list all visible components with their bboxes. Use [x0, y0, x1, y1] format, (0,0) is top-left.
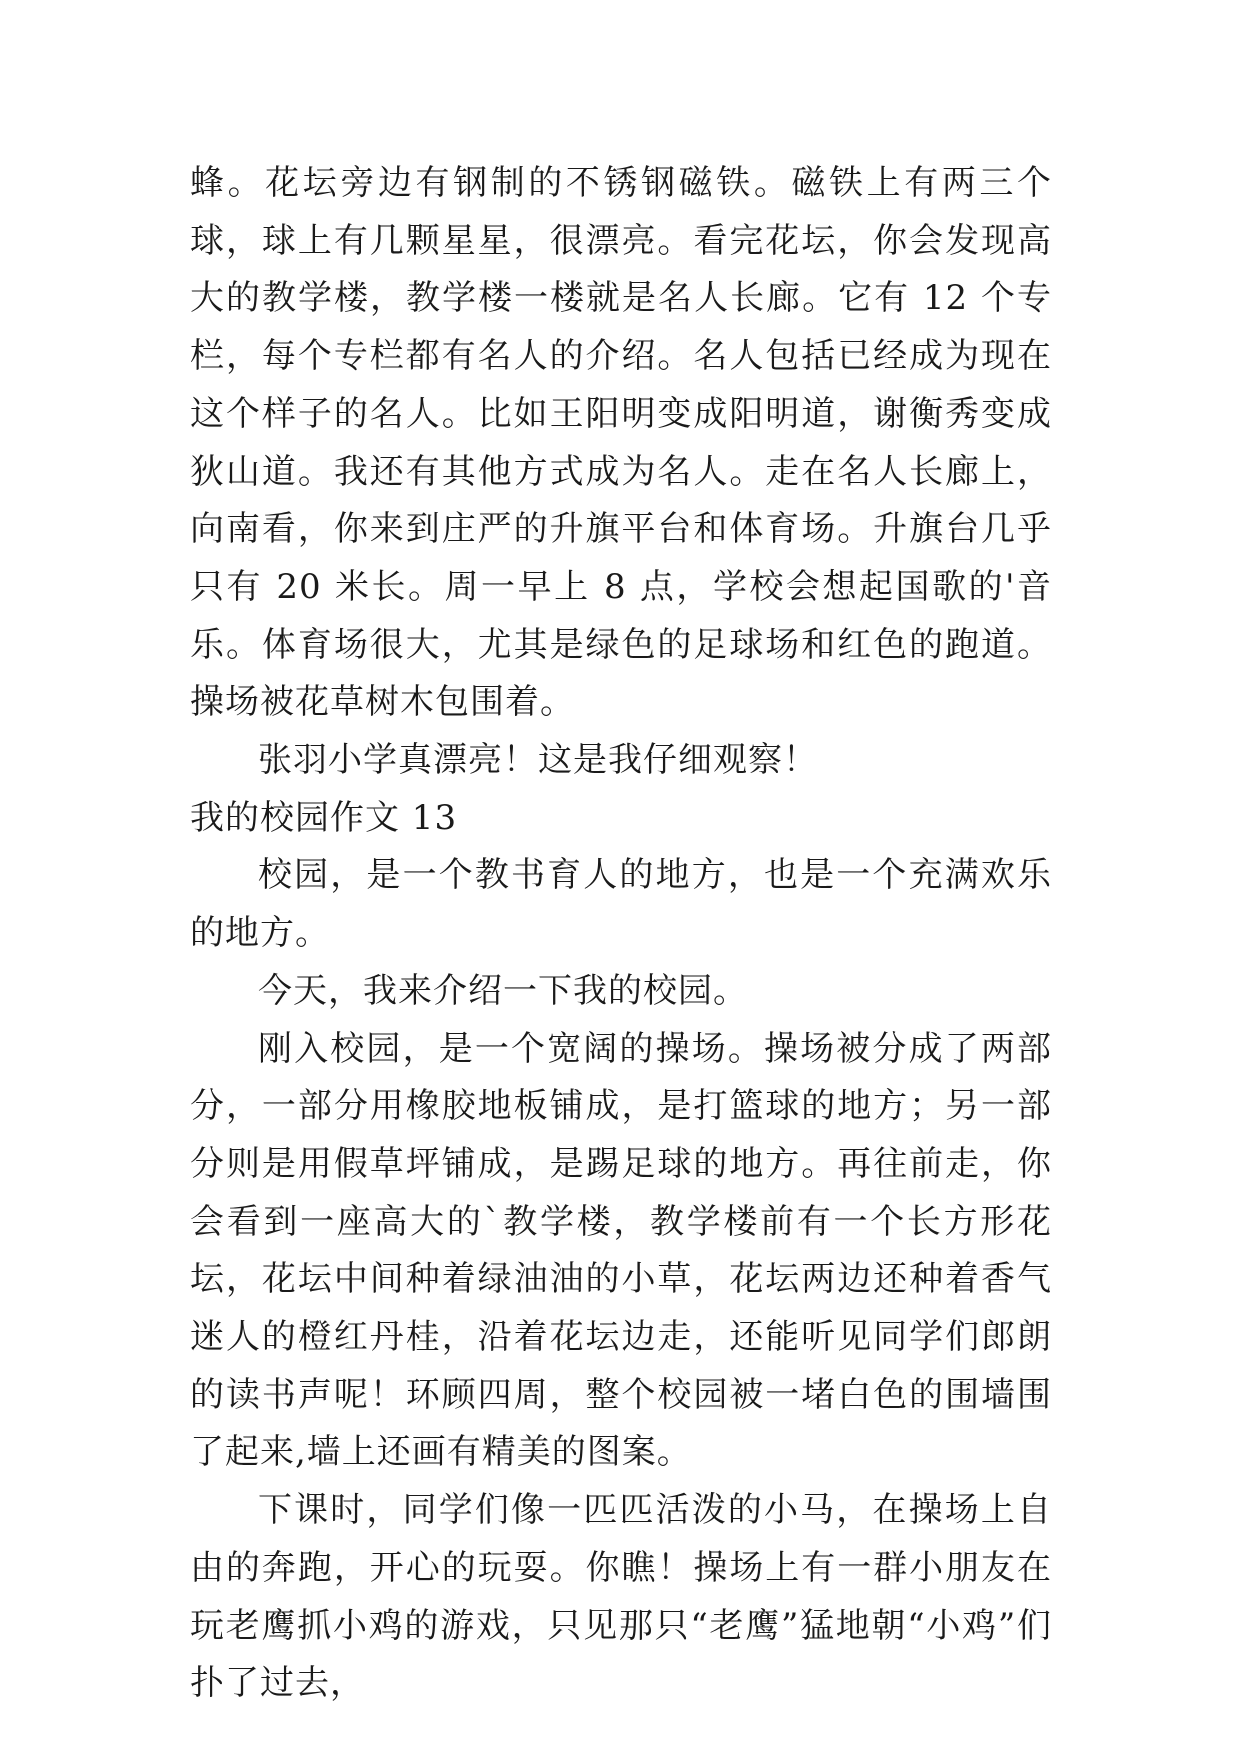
paragraph-campus-description: 蜂。花坛旁边有钢制的不锈钢磁铁。磁铁上有两三个球，球上有几颗星星，很漂亮。看完花坛，你会发现高大的教学楼，教学楼一楼就是名人长廊。它有 12 个专栏，每个专栏都有名人的介绍。名人包括已经成为现在这个样子的名人。比如王阳明变成阳明道，谢衡秀变成狄山道。我还有其他方式成为名人。走在名人长廊上，向南看，你来到庄严的升旗平台和体育场。升旗台几乎只有 20 米长。周一早上 8 点，学校会想起国歌的'音乐。体育场很大，尤其是绿色的足球场和红色的跑道。操场被花草树木包围着。	[190, 163, 1052, 723]
paragraph-today: 今天，我来介绍一下我的校园。	[258, 970, 748, 1011]
paragraph-closing-remark: 张羽小学真漂亮！这是我仔细观察！	[258, 740, 818, 781]
document-page	[190, 155, 1052, 1713]
paragraph-playground: 刚入校园，是一个宽阔的操场。操场被分成了两部分，一部分用橡胶地板铺成，是打篮球的地方；另一部分则是用假草坪铺成，是踢足球的地方。再往前走，你会看到一座高大的`教学楼，教学楼前有一个长方形花坛，花坛中间种着绿油油的小草，花坛两边还种着香气迷人的橙红丹桂，沿着花坛边走，还能听见同学们郎朗的读书声呢！环顾四周，整个校园被一堵白色的围墙围了起来,墙上还画有精美的图案。	[190, 1028, 1052, 1473]
paragraph-recess: 下课时，同学们像一匹匹活泼的小马，在操场上自由的奔跑，开心的玩耍。你瞧！操场上有一群小朋友在玩老鹰抓小鸡的游戏，只见那只“老鹰”猛地朝“小鸡”们扑了过去，	[190, 1490, 1052, 1704]
paragraph-intro: 校园，是一个教书育人的地方，也是一个充满欢乐的地方。	[190, 855, 1052, 954]
essay-title: 我的校园作文 13	[190, 797, 458, 838]
